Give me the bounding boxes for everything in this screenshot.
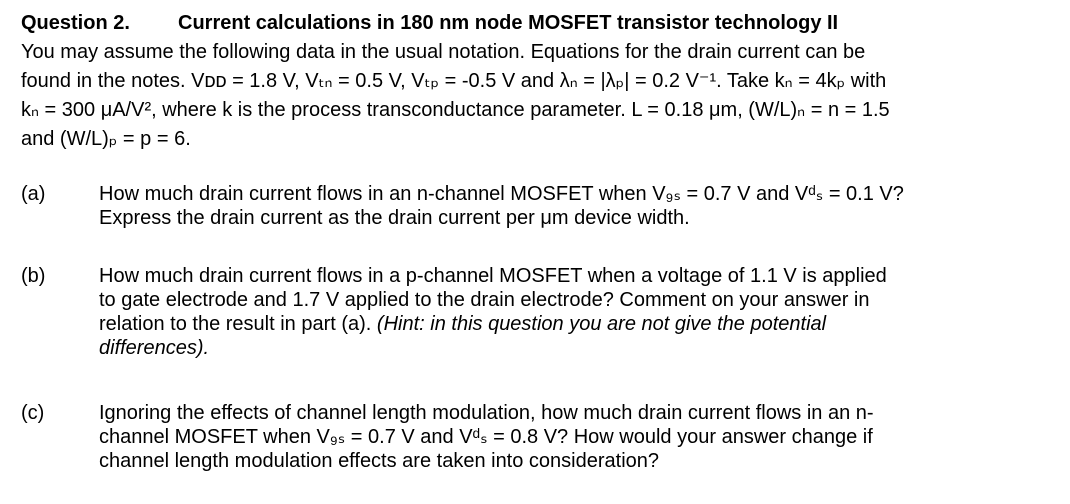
part-line: How much drain current flows in an n-channel MOSFET when V₉ₛ = 0.7 V and Vᵈₛ = 0.1 V? — [99, 183, 904, 205]
part-line: Express the drain current as the drain current per μm device width. — [99, 207, 690, 229]
intro-line: kₙ = 300 μA/V², where k is the process transconductance parameter. L = 0.18 μm, (W/L)ₙ = n = 1.5 — [21, 99, 890, 121]
intro-line: found in the notes. Vᴅᴅ = 1.8 V, Vₜₙ = 0.5 V, Vₜₚ = -0.5 V and λₙ = |λₚ| = 0.2 V⁻¹. Take kₙ = 4kₚ with — [21, 70, 887, 92]
hint-text: (Hint: in this question you are not give the potential — [376, 313, 827, 335]
part-label: (c) — [21, 402, 45, 424]
hint-text-continued: differences). — [99, 337, 210, 359]
question-heading — [21, 11, 838, 35]
part-line: channel MOSFET when V₉ₛ = 0.7 V and Vᵈₛ = 0.8 V? How would your answer change if — [99, 426, 873, 448]
part-line-text: relation to the result in part (a). — [99, 313, 377, 335]
part-label: (a) — [21, 183, 46, 205]
part-line: to gate electrode and 1.7 V applied to the drain electrode? Comment on your answer in — [99, 289, 870, 311]
part-text — [99, 182, 1059, 230]
question-title: Current calculations in 180 nm node MOSFET transistor technology II — [178, 12, 839, 34]
part-line: How much drain current flows in a p-channel MOSFET when a voltage of 1.1 V is applied — [99, 265, 887, 287]
intro-line: You may assume the following data in the usual notation. Equations for the drain current can be — [21, 41, 866, 63]
part-line: Ignoring the effects of channel length modulation, how much drain current flows in an n- — [99, 402, 874, 424]
part-text — [99, 264, 1059, 360]
intro-line: and (W/L)ₚ = p = 6. — [21, 128, 191, 150]
part-line: channel length modulation effects are taken into consideration? — [99, 450, 660, 472]
part-line — [99, 312, 1059, 336]
part-text — [99, 401, 1059, 473]
part-label: (b) — [21, 265, 46, 287]
question-number: Question 2. — [21, 12, 130, 34]
